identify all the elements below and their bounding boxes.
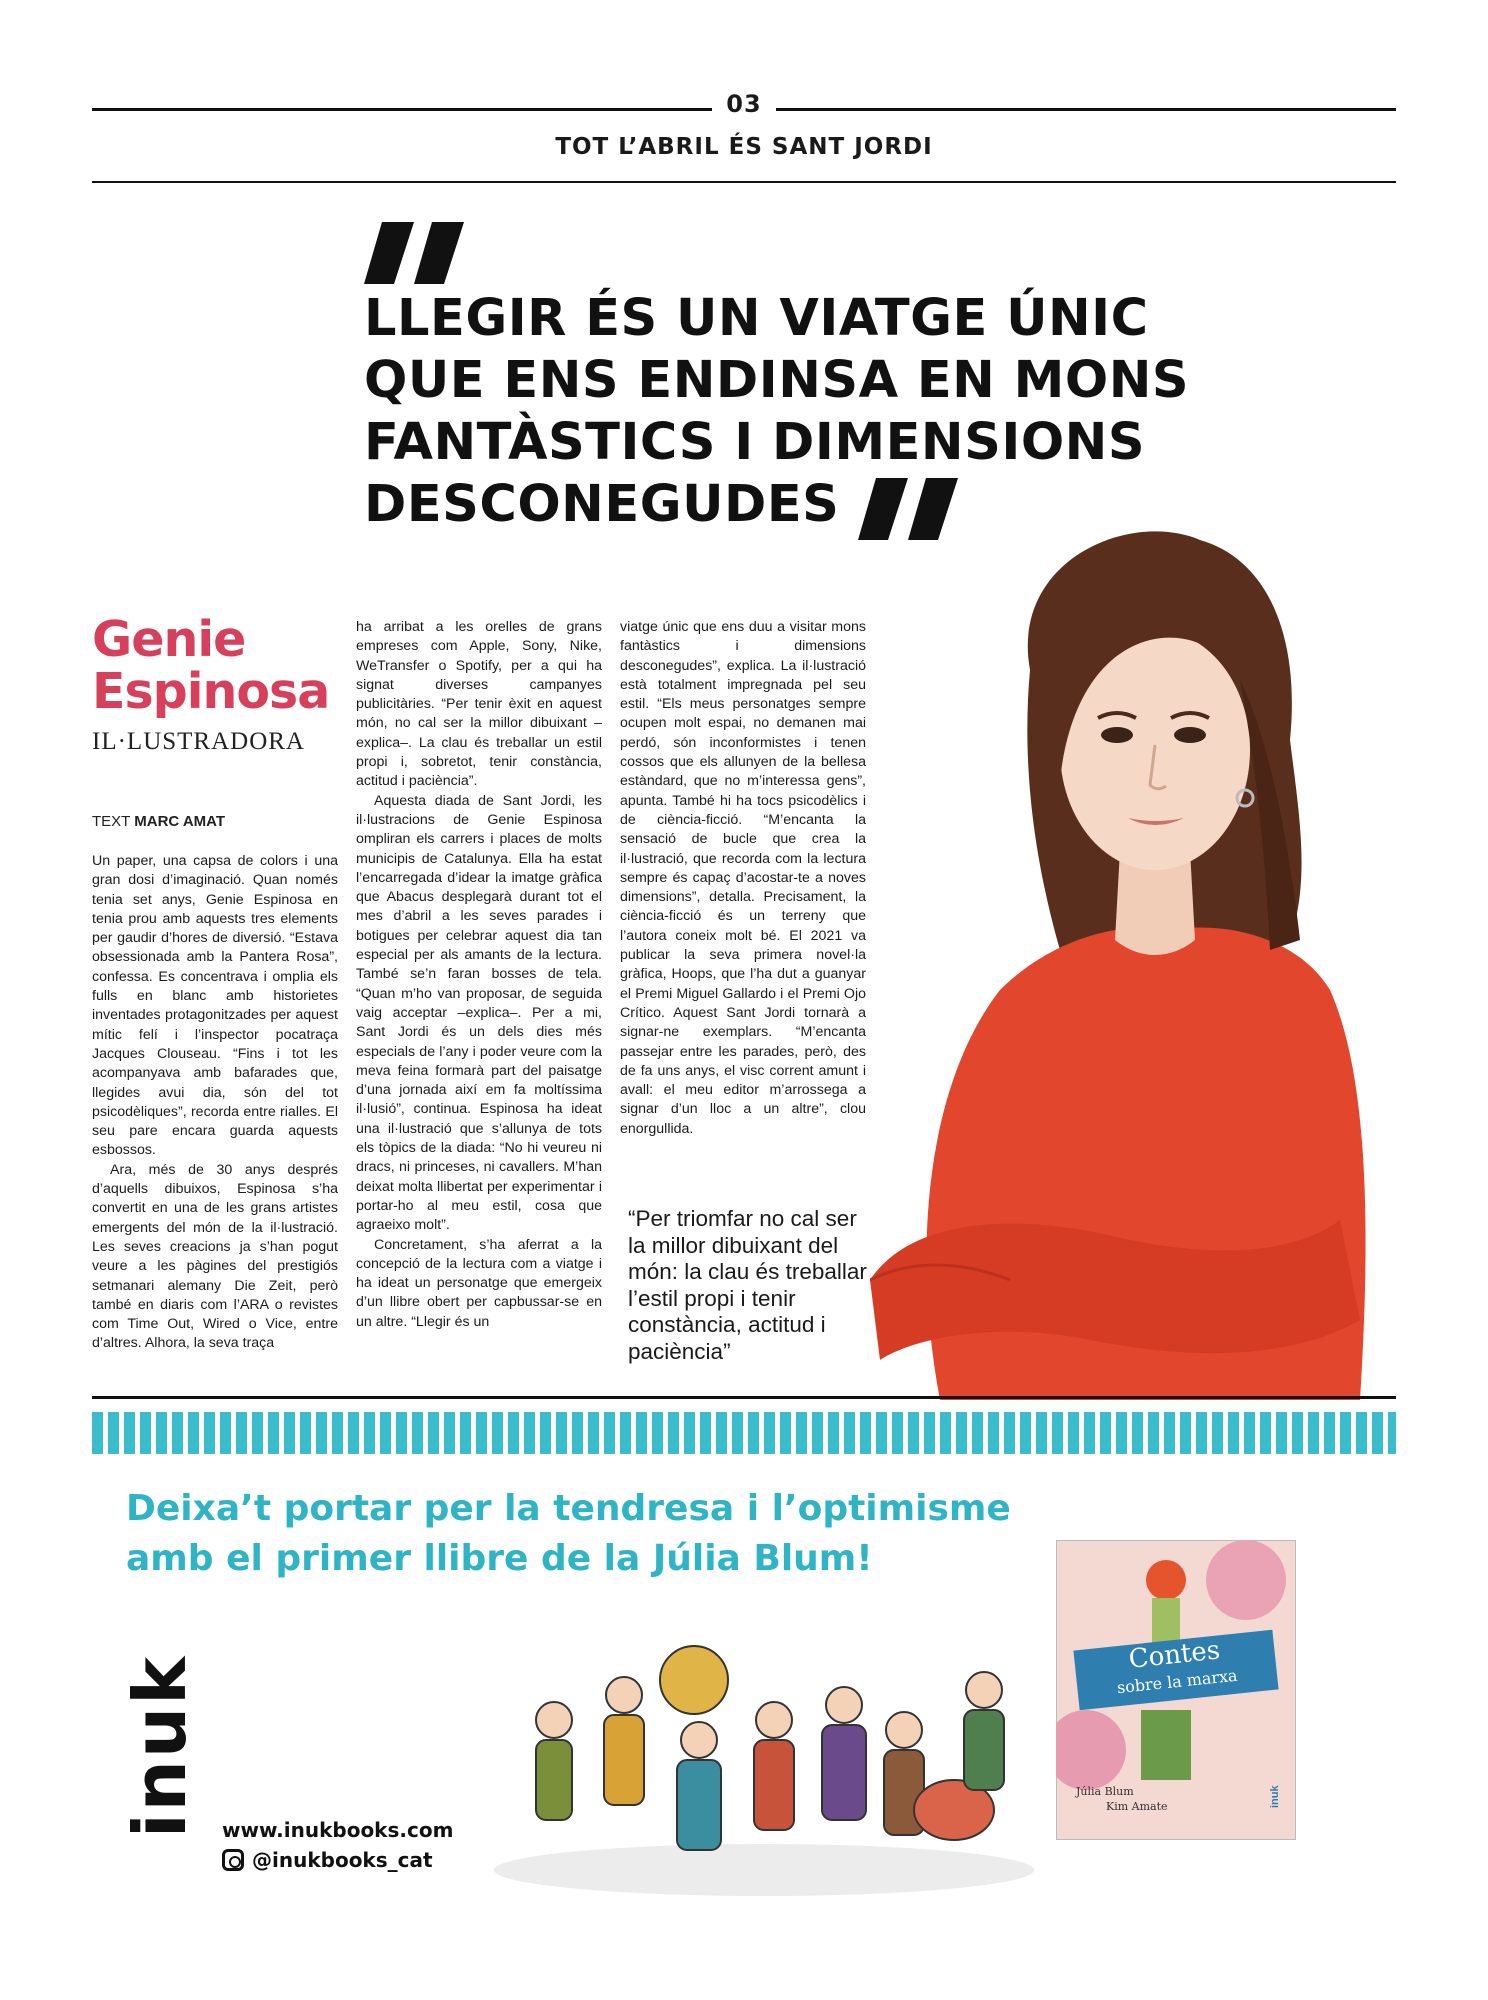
- paragraph: ha arribat a les orelles de grans empreses com Apple, Sony, Nike, WeTransfer o Spotify, per a qui ha signat diverses campanyes publicitàries. “Per tenir èxit en aquest món, no cal ser la millor dibuixant –explica–. La clau és treballar un estil propi i, sobretot, tenir constància, actitud i paciència”.: [356, 619, 602, 790]
- credit-label: TEXT: [92, 813, 131, 830]
- book-cover: [1056, 1540, 1296, 1840]
- paragraph: viatge únic que ens duu a visitar mons fantàstics i dimensions desconegudes”, explica. La il·lustració està totalment impregnada pel seu estil. “Els meus personatges sempre ocupen molt espai, no demanen mai perdó, són inconformistes i tenen cossos que els allunyen de la bellesa estàndard, que no m’interessa gens”, apunta. També hi ha tocs psicodèlics i de ciència-ficció. “M’encanta la sensació de bucle que crea la il·lustració, que recorda com la lectura sempre és capaç d’acostar-te a noves dimensions”, detalla. Precisament, la ciència-ficció és un terreny que l’autora coneix molt bé. El 2021 va publicar la seva primera novel·la gràfica, Hoops, que l’ha dut a guanyar el Premi Miguel Gallardo i el Premi Ojo Crítico. Aquest Sant Jordi tornarà a signar-ne exemplars. “M’encanta passejar entre les parades, però, des de fa uns anys, el visc corrent amunt i avall: el meu editor m’arrossega a signar d’un lloc a un altre”, clou enorgullida.: [620, 619, 866, 1137]
- headline-quote: LLEGIR ÉS UN VIATGE ÚNIC QUE ENS ENDINSA EN MONS FANTÀSTICS I DIMENSIONS DESCONEGUDES: [364, 289, 1190, 534]
- interviewee-role: IL·LUSTRADORA: [92, 728, 305, 755]
- book-publisher: inuk: [1269, 1785, 1281, 1808]
- header-rule-bottom: [92, 181, 1396, 183]
- instagram-icon: [222, 1849, 244, 1871]
- ad-stripe-band: [92, 1412, 1396, 1454]
- book-title-line: Contes: [1127, 1635, 1222, 1675]
- ad-top-rule: [92, 1396, 1396, 1399]
- portrait-photo: [870, 520, 1390, 1400]
- inuk-logo: inuk: [118, 1654, 202, 1838]
- ad-headline: [126, 1484, 1026, 1584]
- paragraph: Concretament, s’ha aferrat a la concepció de la lectura com a viatge i ha ideat un personatge que emergeix d’un llibre obert per capbussar-se en un altre. “Llegir és un: [356, 1236, 602, 1330]
- interviewee-name: Genie Espinosa: [92, 611, 330, 720]
- article-column-3: [620, 618, 866, 1139]
- book-author: Júlia Blum: [1076, 1785, 1134, 1798]
- open-quote-icon: [364, 222, 482, 284]
- article-column-2: [356, 618, 602, 1332]
- header-rule-right: [776, 108, 1396, 111]
- paragraph: Un paper, una capsa de colors i una gran dosi d’imaginació. Quan només tenia set anys, Genie Espinosa en tenia prou amb aquests tres elements per gaudir d’hores de diversió. “Estava obsessionada amb la Pantera Rosa”, confessa. Es concentrava i omplia els fulls en blanc amb historietes inventades protagonitzades per aquest mític felí i l’inspector pocatraça Jacques Clouseau. “Fins i tot les acompanyava amb bafarades que, llegides avui dia, són del tot psicodèliques”, recorda entre rialles. El seu pare encara guarda aquests esbossos.: [92, 853, 338, 1159]
- author-credit: [92, 813, 225, 830]
- credit-author: MARC AMAT: [134, 813, 226, 830]
- instagram-handle: @inukbooks_cat: [252, 1848, 433, 1872]
- ad-headline-line: Deixa’t portar per la tendresa i l’optimisme: [126, 1488, 1011, 1529]
- section-title: TOT L’ABRIL ÉS SANT JORDI: [555, 134, 933, 160]
- page-number: 03: [726, 90, 762, 118]
- ad-headline-line: amb el primer llibre de la Júlia Blum!: [126, 1538, 873, 1579]
- side-quote: “Per triomfar no cal ser la millor dibuixant del món: la clau és treballar l’estil propi i tenir constància, actitud i paciència”: [628, 1206, 867, 1364]
- ad-website-link[interactable]: www.inukbooks.com: [222, 1818, 454, 1842]
- article-column-1: [92, 852, 338, 1354]
- book-illustrator: Kim Amate: [1106, 1800, 1168, 1813]
- ad-instagram[interactable]: [222, 1848, 433, 1872]
- marching-band-illustration: [484, 1600, 1044, 1900]
- paragraph: Aquesta diada de Sant Jordi, les il·lustracions de Genie Espinosa ompliran els carrers i places de molts municipis de Catalunya. Ella ha estat l’encarregada d’idear la imatge gràfica que Abacus desplegarà durant tot el mes d’abril a les seves parades i botigues per celebrar aquest dia tan especial per als amants de la lectura. També se’n faran bosses de tela. “Quan m’ho van proposar, de seguida vaig acceptar –explica–. Per a mi, Sant Jordi és un dels dies més especials de l’any i poder veure com la meva feina formarà part del paisatge d’una jornada així em fa moltíssima il·lusió”, continua. Espinosa ha ideat una il·lustració que s’allunya de tots els tòpics de la diada: “No hi veureu ni dracs, ni princeses, ni cavallers. M’han deixat molta llibertat per experimentar i portar-ho al meu estil, cosa que agraeixo molt”.: [356, 792, 602, 1234]
- book-title-line: sobre la marxa: [1116, 1665, 1239, 1698]
- paragraph: Ara, més de 30 anys després d’aquells dibuixos, Espinosa s’ha convertit en una de les grans artistes emergents del món de la il·lustració. Les seves creacions ja s’han pogut veure a les pàgines del prestigiós setmanari alemany Die Zeit, però també en diaris com l’ARA o revistes com Time Out, Wired o Vice, entre d’altres. Alhora, la seva traça: [92, 1161, 338, 1352]
